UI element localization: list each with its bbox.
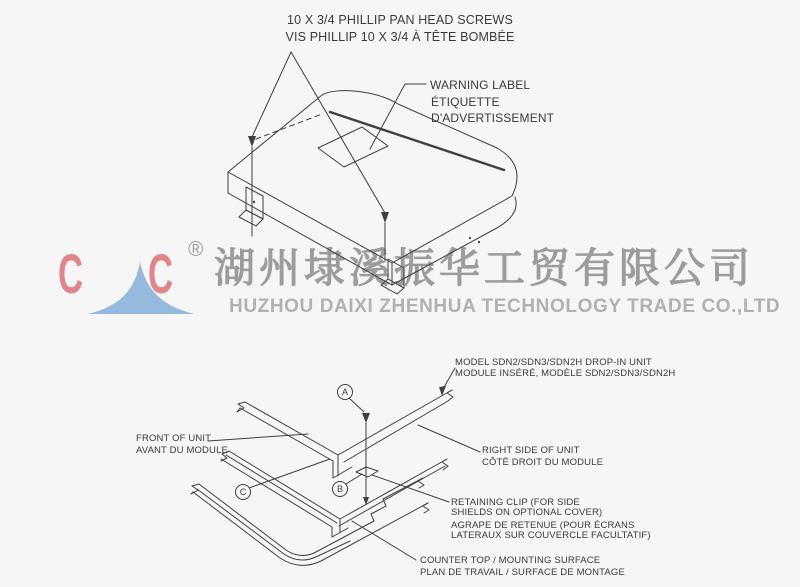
model-label-en: MODEL SDN2/SDN3/SDN2H DROP-IN UNIT xyxy=(455,357,652,368)
svg-text:C: C xyxy=(239,487,247,497)
callout-a xyxy=(338,385,353,400)
screw-leader-left xyxy=(252,52,291,137)
retaining-clip-label-fr-line2: LATERAUX SUR COUVERCLE FACULTATIF) xyxy=(451,530,651,541)
right-side-label-fr: CÔTÉ DROIT DU MODULE xyxy=(482,457,604,468)
right-side-label-en: RIGHT SIDE OF UNIT xyxy=(482,445,580,456)
company-name-english: HUZHOU DAIXI ZHENHUA TECHNOLOGY TRADE CO.,LTD xyxy=(229,296,781,317)
logo-letter-left: C xyxy=(58,242,84,305)
screw-arrow-left-icon xyxy=(248,136,256,147)
callout-a-leader xyxy=(349,398,364,412)
screws-label-fr: VIS PHILLIP 10 X 3/4 À TÊTE BOMBÉE xyxy=(285,30,515,44)
logo-letter-right: C xyxy=(148,242,174,305)
callout-b xyxy=(333,482,348,497)
mounting-bracket-left xyxy=(239,187,263,226)
bottom-diagram xyxy=(191,368,480,565)
counter-top-label-fr: PLAN DE TRAVAIL / SURFACE DE MONTAGE xyxy=(420,567,625,578)
callout-b-leader xyxy=(346,474,362,484)
callout-c xyxy=(236,485,251,500)
model-leader xyxy=(443,368,455,389)
callout-c-leader xyxy=(249,459,330,488)
arrow-down-icon xyxy=(362,413,370,423)
screw-arrow-right-icon xyxy=(381,212,389,223)
svg-text:B: B xyxy=(336,484,344,494)
svg-text:A: A xyxy=(341,387,349,397)
registered-trademark-icon: ® xyxy=(188,238,204,261)
front-of-unit-leader xyxy=(208,434,308,441)
break-line-icon xyxy=(423,503,429,513)
warning-label-fr-line1: ÉTIQUETTE xyxy=(431,95,500,109)
top-diagram xyxy=(228,52,517,294)
warning-label-en: WARNING LABEL xyxy=(430,78,531,92)
screws-label-en: 10 X 3/4 PHILLIP PAN HEAD SCREWS xyxy=(287,13,513,27)
retaining-clip-label-en-line1: RETAINING CLIP (FOR SIDE xyxy=(451,497,580,508)
retaining-clip-label-en-line2: SHIELDS ON OPTIONAL COVER) xyxy=(451,507,603,518)
model-label-fr: MODULE INSÉRÉ, MODÈLE SDN2/SDN3/SDN2H xyxy=(455,368,676,379)
break-line-icon xyxy=(447,390,453,401)
right-side-leader xyxy=(418,425,480,452)
retaining-clip-label-fr-line1: AGRAPE DE RETENUE (POUR ÉCRANS xyxy=(451,520,635,531)
counter-top-label-en: COUNTER TOP / MOUNTING SURFACE xyxy=(420,555,601,566)
front-of-unit-label-fr: AVANT DU MODULE xyxy=(136,445,228,456)
company-name-chinese: 湖州埭溪振华工贸有限公司 xyxy=(214,245,754,291)
front-of-unit-label-en: FRONT OF UNIT xyxy=(136,433,212,444)
break-line-icon xyxy=(418,478,424,488)
break-line-icon xyxy=(442,459,448,470)
warning-label-fr-line2: D'ADVERTISSEMENT xyxy=(431,111,555,125)
screw-leader-right xyxy=(291,52,385,213)
